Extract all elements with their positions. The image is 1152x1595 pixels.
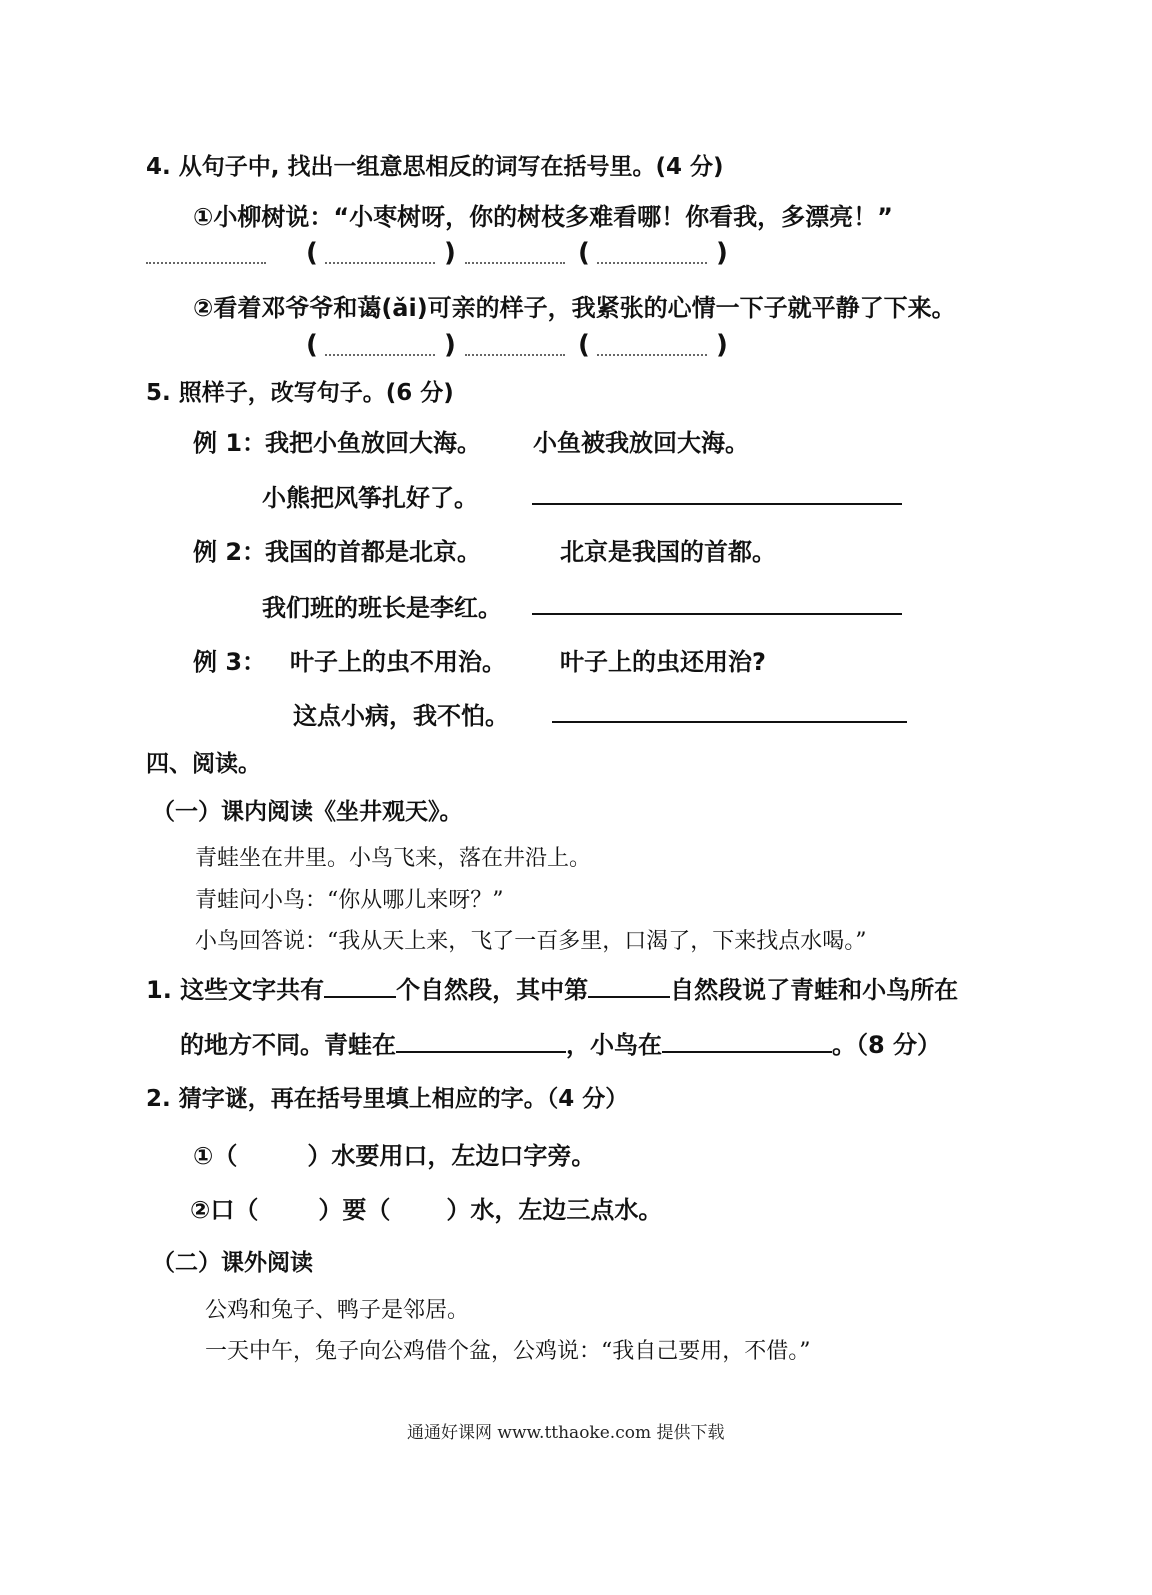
page-footer: 通通好课网 www.tthaoke.com 提供下载 (407, 1423, 725, 1443)
part1-heading: （一）课内阅读《坐井观天》。 (152, 799, 463, 825)
dotted-leader (146, 262, 266, 264)
q5-example-3-label: 例 3： (193, 648, 267, 676)
reading-q1-text: 1. 这些文字共有 (146, 976, 325, 1004)
answer-blank-1[interactable] (325, 262, 435, 264)
riddle-row-1 (193, 1136, 595, 1171)
dotted-leader (465, 354, 565, 356)
reading-q1-line2 (180, 1025, 941, 1060)
paren-open: ( (578, 330, 590, 360)
passage2-paragraph: 一天中午，兔子向公鸡借个盆，公鸡说：“我自己要用，不借。” (205, 1339, 811, 1364)
q5-task-3: 这点小病，我不怕。 (293, 702, 509, 730)
passage1-paragraph: 青蛙坐在井里。小鸟飞来，落在井沿上。 (195, 846, 592, 871)
answer-blank-bird-location[interactable] (662, 1031, 832, 1053)
paren-close: ) (444, 238, 456, 268)
q5-example-2-original: 我国的首都是北京。 (265, 538, 481, 566)
passage2-paragraph: 公鸡和兔子、鸭子是邻居。 (205, 1298, 470, 1323)
reading-q1-text: 个自然段，其中第 (396, 976, 589, 1004)
answer-line-2[interactable] (532, 613, 902, 615)
paren-close: ) (716, 330, 728, 360)
q5-example-2-label: 例 2： (193, 538, 267, 566)
reading-q2-title: 2. 猜字谜，再在括号里填上相应的字。（4 分） (146, 1086, 629, 1112)
reading-q1-text: 自然段说了青蛙和小鸟所在 (670, 976, 959, 1004)
answer-blank-2[interactable] (597, 262, 707, 264)
q5-example-3-rewrite: 叶子上的虫还用治? (560, 648, 766, 676)
paren-close: ) (716, 238, 728, 268)
q5-task-1: 小熊把风筝扎好了。 (262, 484, 478, 512)
paren-close: ) (444, 330, 456, 360)
answer-blank-frog-location[interactable] (396, 1031, 566, 1053)
q5-title: 5. 照样子，改写句子。(6 分) (146, 380, 454, 406)
q5-example-1-original: 我把小鱼放回大海。 (265, 429, 481, 457)
answer-blank-paragraph-count[interactable] (324, 976, 396, 998)
q5-example-3-original: 叶子上的虫不用治。 (290, 648, 506, 676)
passage1-paragraph: 小鸟回答说：“我从天上来，飞了一百多里，口渴了，下来找点水喝。” (195, 929, 867, 954)
q5-example-1-label: 例 1： (193, 429, 267, 457)
answer-line-3[interactable] (552, 721, 907, 723)
riddle-text: ②口（ (190, 1196, 259, 1224)
q5-example-1-rewrite: 小鱼被我放回大海。 (533, 429, 749, 457)
answer-line-1[interactable] (532, 503, 902, 505)
riddle-text: ）水，左边三点水。 (446, 1196, 663, 1224)
answer-blank-paragraph-number[interactable] (588, 976, 670, 998)
q5-example-2-rewrite: 北京是我国的首都。 (560, 538, 776, 566)
riddle-text: ）水要用口，左边口字旁。 (307, 1142, 596, 1170)
paren-open: ( (578, 238, 590, 268)
q5-task-2: 我们班的班长是李红。 (262, 594, 502, 622)
section-heading: 四、阅读。 (146, 751, 261, 777)
riddle-row-2 (190, 1190, 662, 1225)
passage1-paragraph: 青蛙问小鸟：“你从哪儿来呀？” (195, 888, 504, 913)
part2-heading: （二）课外阅读 (152, 1250, 313, 1276)
q4-title: 4. 从句子中, 找出一组意思相反的词写在括号里。(4 分) (146, 154, 724, 180)
reading-q1-text: 。（8 分） (832, 1031, 942, 1059)
riddle-text: ①（ (193, 1142, 238, 1170)
answer-blank-3[interactable] (325, 354, 435, 356)
reading-q1-line1 (146, 970, 958, 1005)
paren-open: ( (306, 238, 318, 268)
q4-sentence-1: ①小柳树说：“小枣树呀，你的树枝多难看哪！你看我，多漂亮！” (193, 203, 893, 231)
reading-q1-text: 的地方不同。青蛙在 (180, 1031, 396, 1059)
dotted-leader (465, 262, 565, 264)
answer-blank-4[interactable] (597, 354, 707, 356)
riddle-text: ）要（ (318, 1196, 391, 1224)
paren-open: ( (306, 330, 318, 360)
reading-q1-text: ，小鸟在 (566, 1031, 662, 1059)
q4-sentence-2: ②看着邓爷爷和蔼(ǎi)可亲的样子，我紧张的心情一下子就平静了下来。 (193, 294, 956, 322)
